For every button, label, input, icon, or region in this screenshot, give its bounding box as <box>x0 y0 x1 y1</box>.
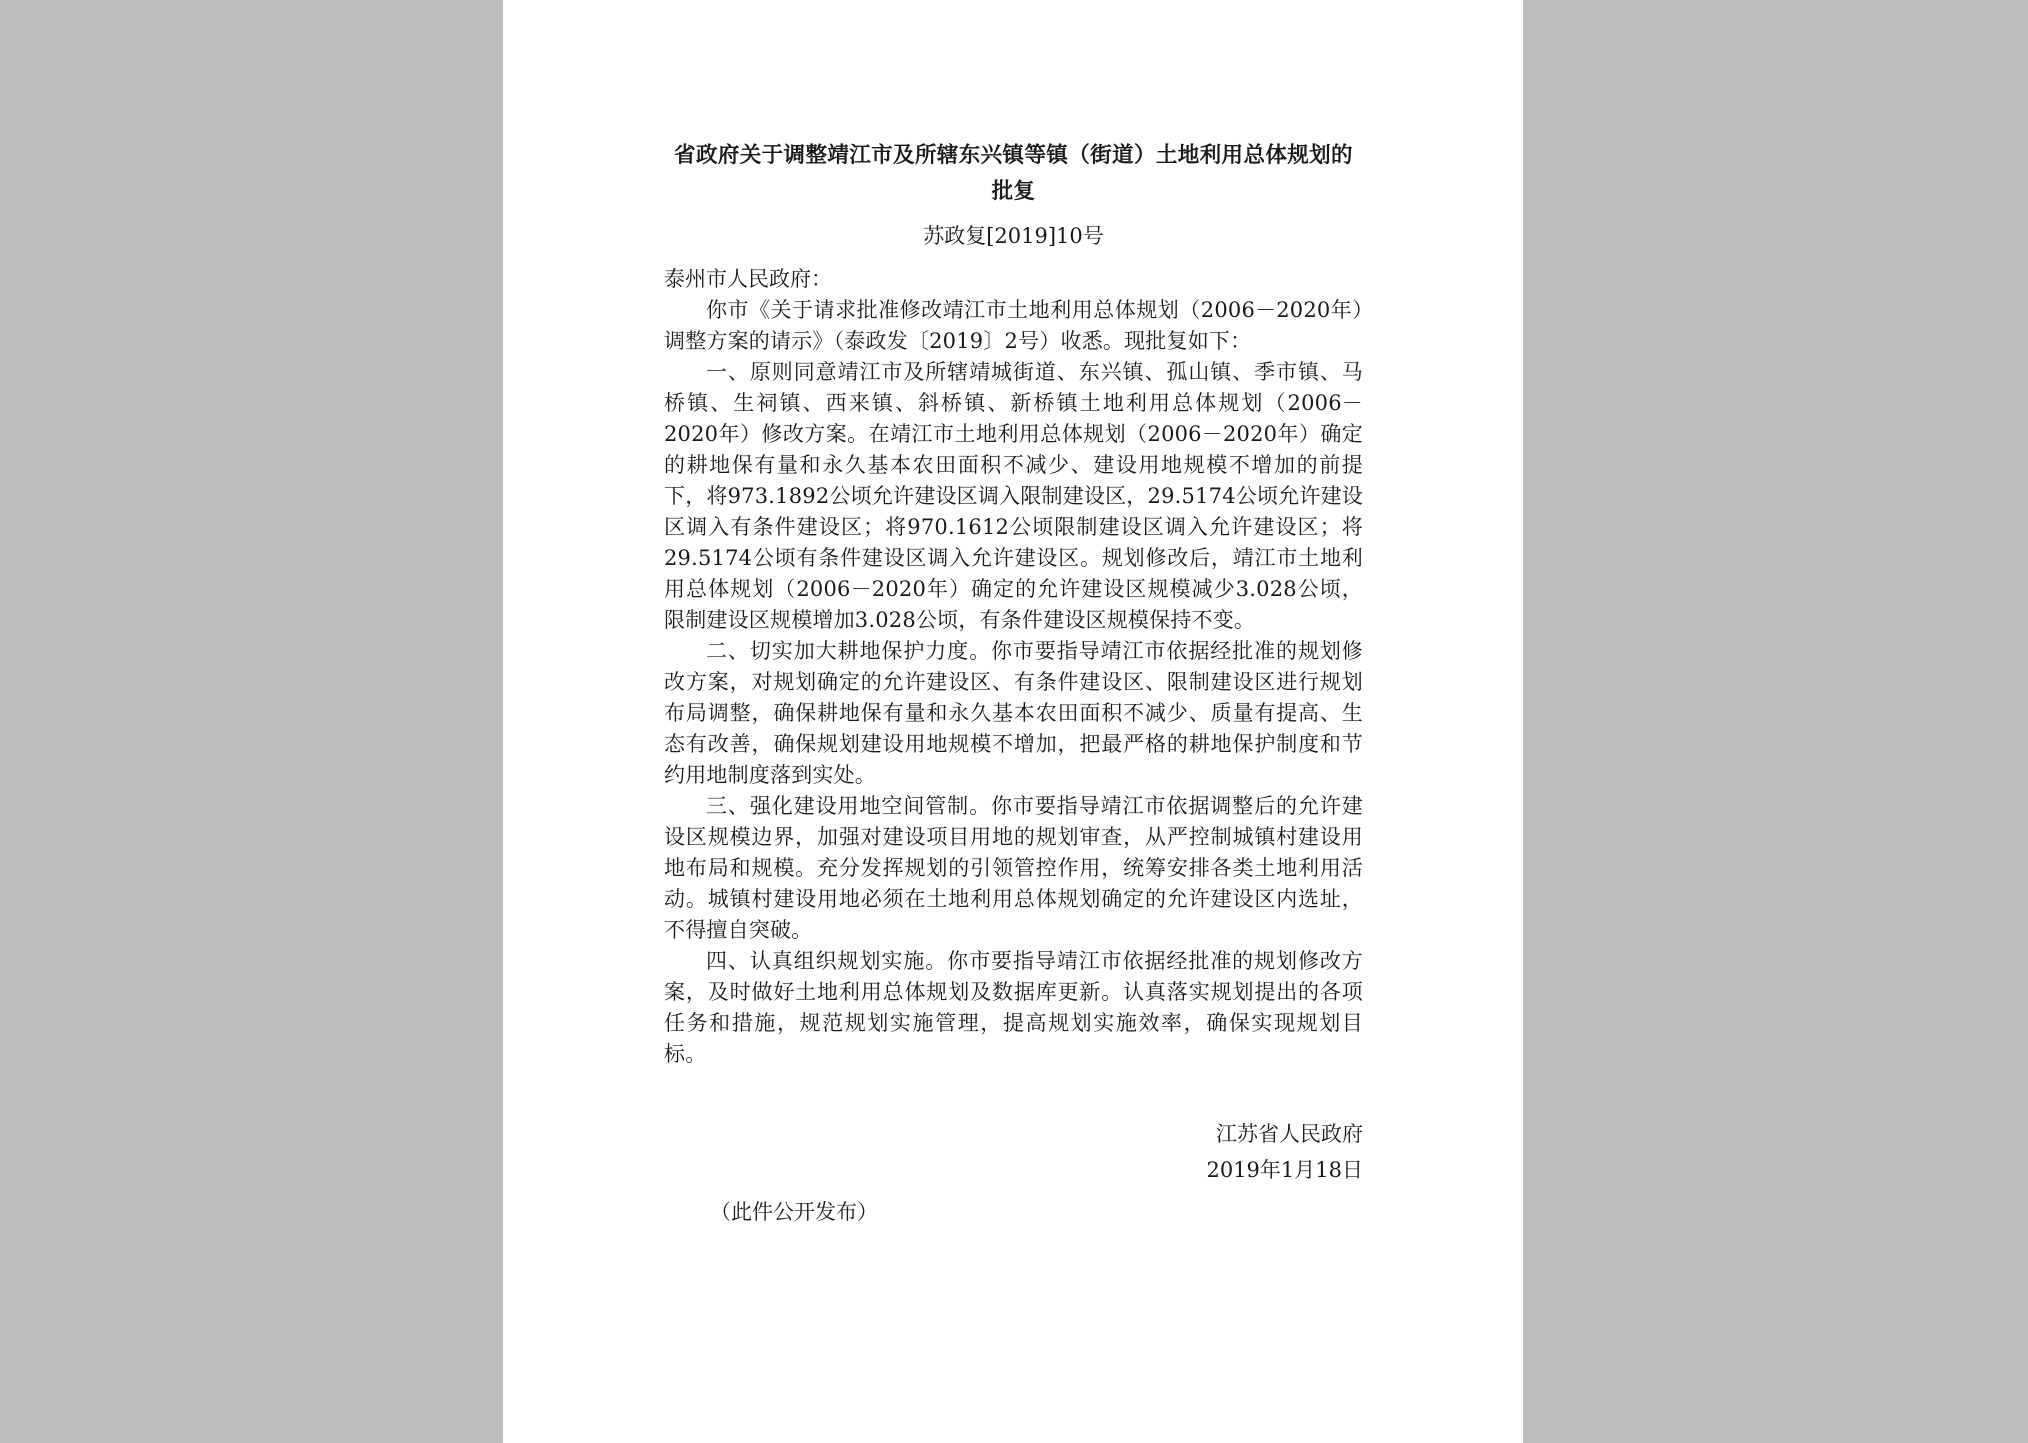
signature-block <box>664 1116 1363 1188</box>
paragraph-item-3: 三、强化建设用地空间管制。你市要指导靖江市依据调整后的允许建设区规模边界，加强对建设项目用地的规划审查，从严控制城镇村建设用地布局和规模。充分发挥规划的引领管控作用，统筹安排各类土地利用活动。城镇村建设用地必须在土地利用总体规划确定的允许建设区内选址，不得擅自突破。 <box>664 794 1363 942</box>
document-title: 省政府关于调整靖江市及所辖东兴镇等镇（街道）土地利用总体规划的批复 <box>674 143 1353 204</box>
public-release-note: （此件公开发布） <box>710 1200 878 1224</box>
paragraph-item-4: 四、认真组织规划实施。你市要指导靖江市依据经批准的规划修改方案，及时做好土地利用总体规划及数据库更新。认真落实规划提出的各项任务和措施，规范规划实施管理，提高规划实施效率，确保实现规划目标。 <box>664 949 1363 1066</box>
issue-date: 2019年1月18日 <box>1206 1158 1363 1182</box>
paragraph-intro: 你市《关于请求批准修改靖江市土地利用总体规划（2006－2020年）调整方案的请示》（泰政发〔2019〕2号）收悉。现批复如下： <box>664 298 1363 353</box>
document-number: 苏政复[2019]10号 <box>923 224 1104 248</box>
document-page <box>503 0 1523 1443</box>
document-content <box>664 138 1363 1230</box>
paragraph-item-2: 二、切实加大耕地保护力度。你市要指导靖江市依据经批准的规划修改方案，对规划确定的允许建设区、有条件建设区、限制建设区进行规划布局调整，确保耕地保有量和永久基本农田面积不减少、质量有提高、生态有改善，确保规划建设用地规模不增加，把最严格的耕地保护制度和节约用地制度落到实处。 <box>664 639 1363 787</box>
salutation: 泰州市人民政府： <box>664 267 832 291</box>
paragraph-item-1: 一、原则同意靖江市及所辖靖城街道、东兴镇、孤山镇、季市镇、马桥镇、生祠镇、西来镇、斜桥镇、新桥镇土地利用总体规划（2006－2020年）修改方案。在靖江市土地利用总体规划（2006－2020年）确定的耕地保有量和永久基本农田面积不减少、建设用地规模不增加的前提下，将973.1892公顷允许建设区调入限制建设区，29.5174公顷允许建设区调入有条件建设区；将970.1612公顷限制建设区调入允许建设区；将29.5174公顷有条件建设区调入允许建设区。规划修改后，靖江市土地利用总体规划（2006－2020年）确定的允许建设区规模减少3.028公顷，限制建设区规模增加3.028公顷，有条件建设区规模保持不变。 <box>664 360 1363 632</box>
issuer-name: 江苏省人民政府 <box>1216 1122 1363 1146</box>
